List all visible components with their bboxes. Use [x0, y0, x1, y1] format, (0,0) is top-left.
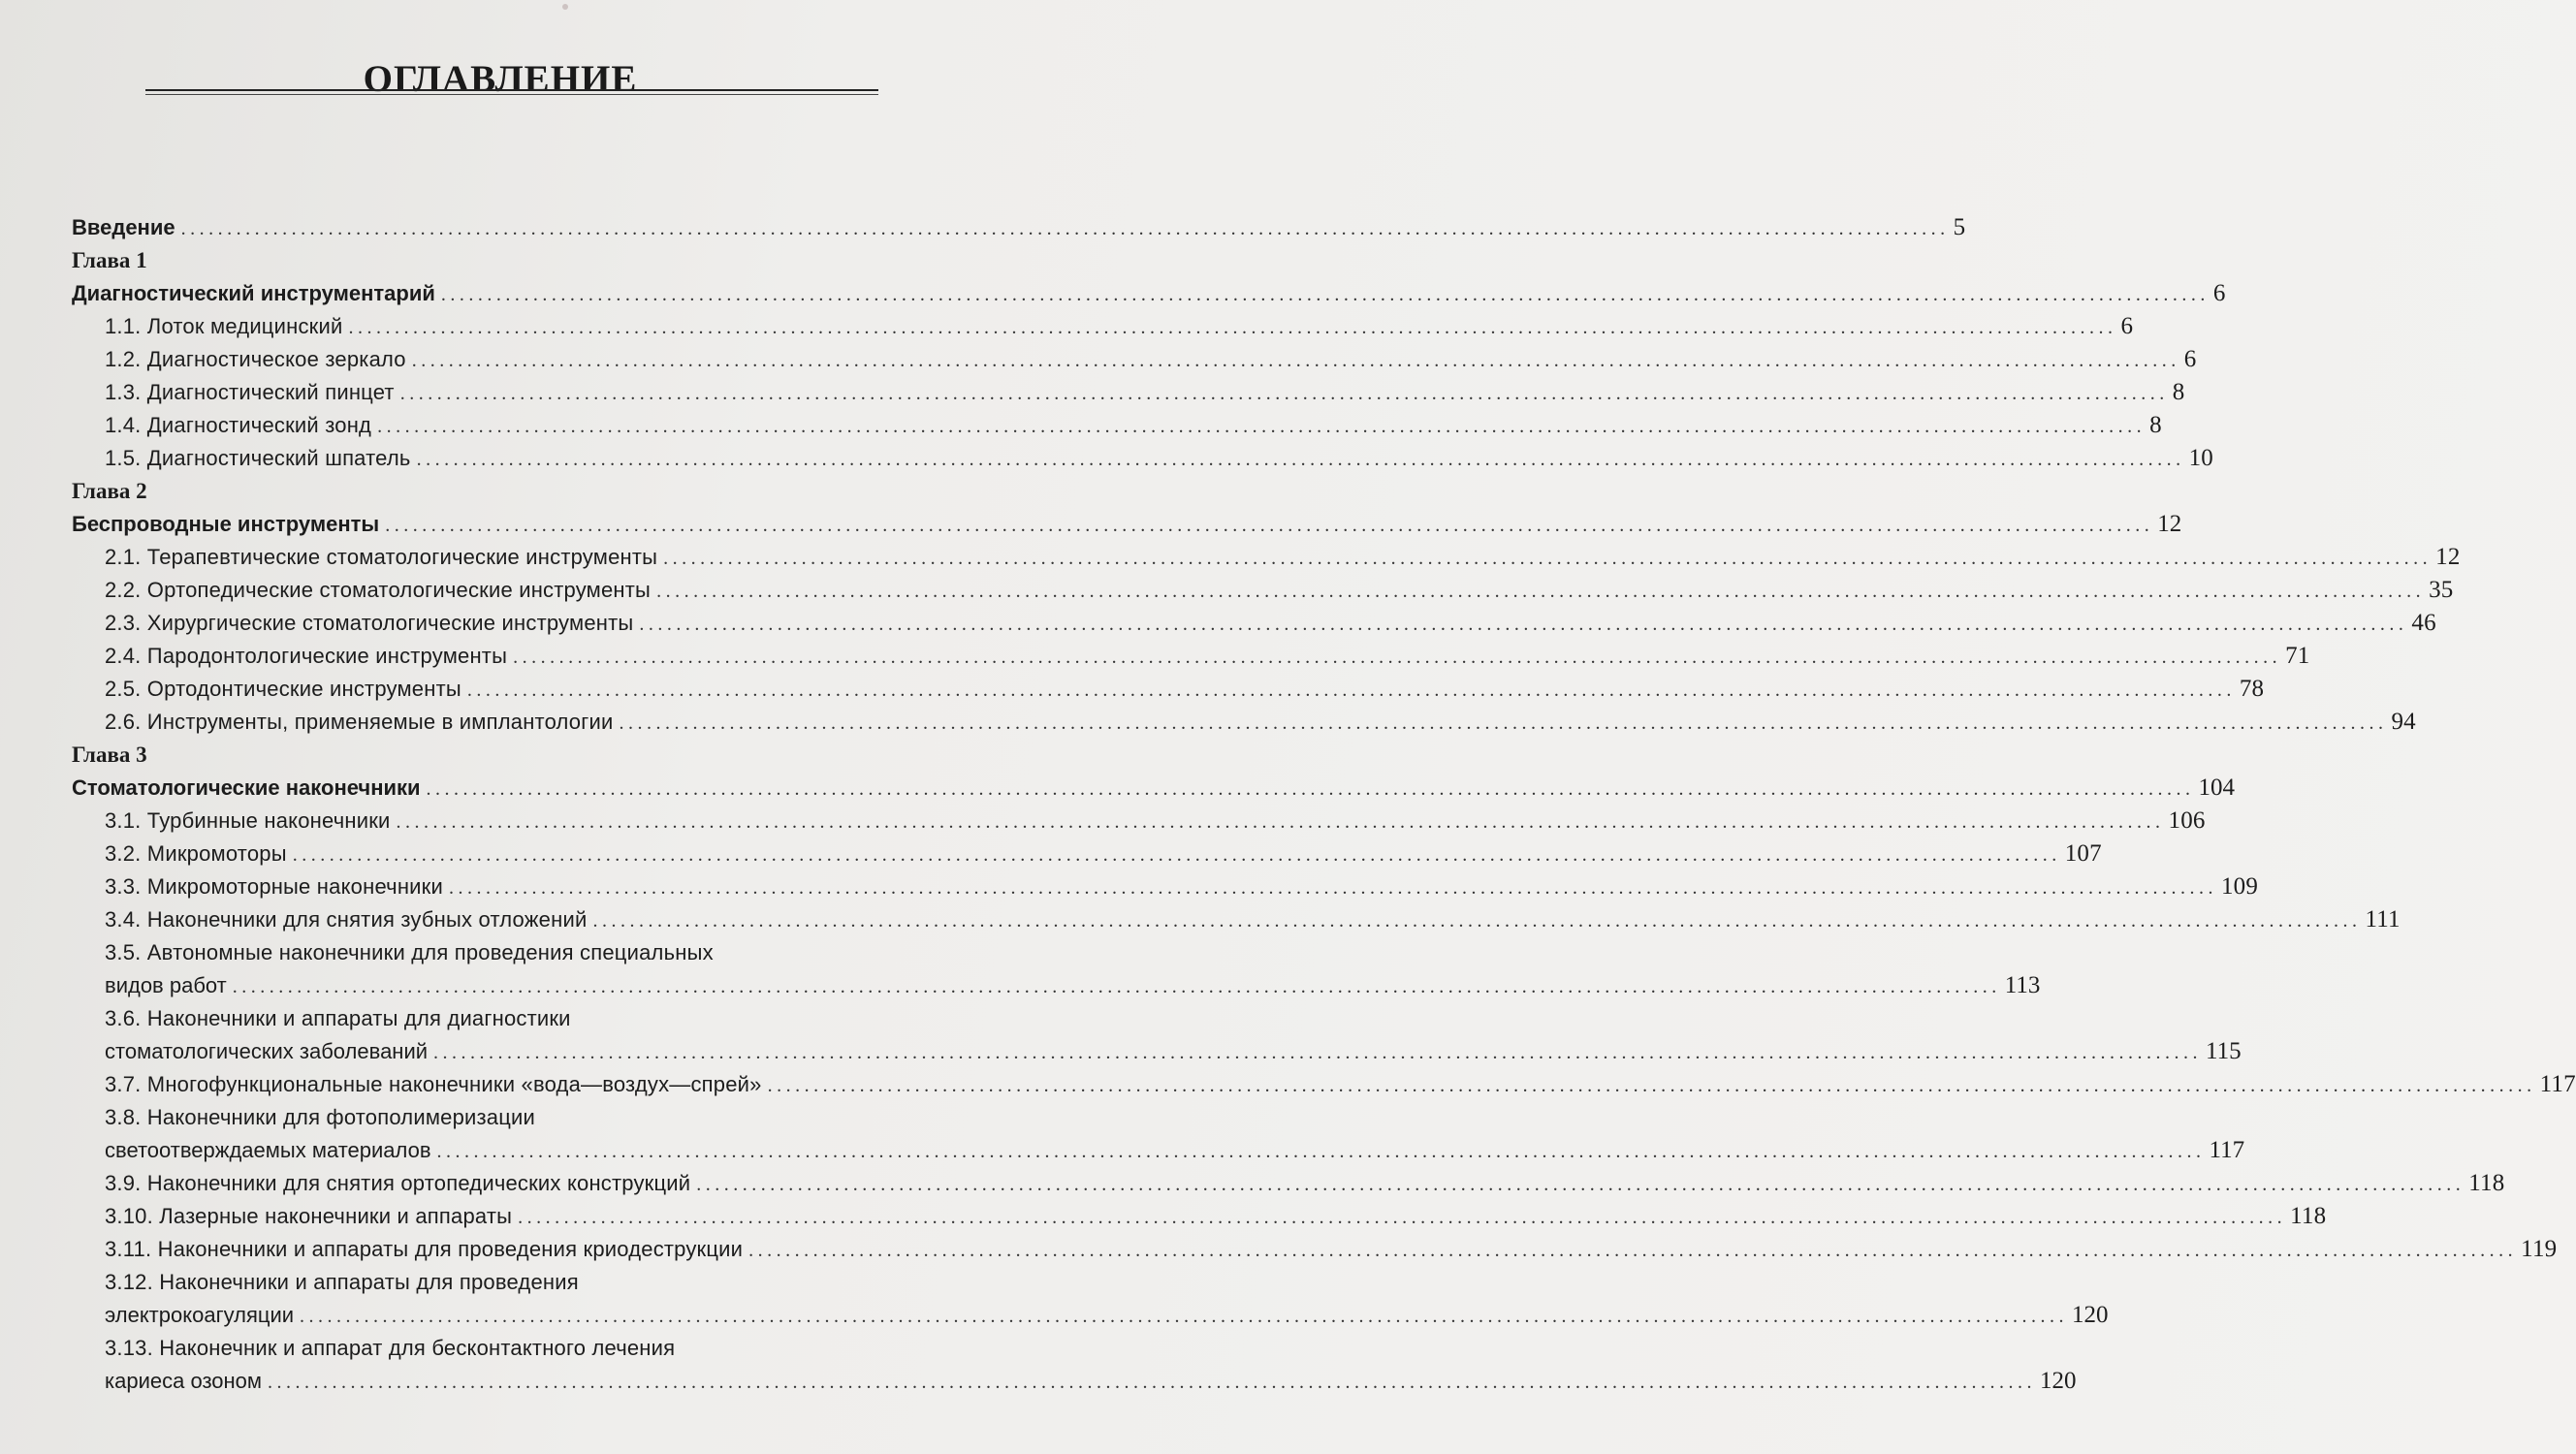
page-number: 120 [2072, 1302, 2109, 1328]
toc-entry [72, 870, 2259, 903]
page-number: 6 [2212, 280, 2226, 306]
toc-entry [72, 1002, 954, 1035]
dot-leader: ................................................................................................................................................................................................ [396, 811, 2165, 833]
page-number: 118 [2468, 1170, 2505, 1196]
dot-leader: ................................................................................................................................................................................................ [696, 1174, 2465, 1195]
dot-leader: ................................................................................................................................................................................................ [592, 910, 2362, 932]
entry-label: 3.5. Автономные наконечники для проведения специальных [105, 940, 714, 964]
dot-leader: ................................................................................................................................................................................................ [767, 1075, 2536, 1096]
entry-label: 2.5. Ортодонтические инструменты [105, 677, 461, 701]
entry-label: Диагностический инструментарий [72, 281, 435, 305]
toc-entry [72, 409, 2162, 442]
dot-leader: ................................................................................................................................................................................................ [268, 1372, 2037, 1393]
toc-entry [72, 673, 2265, 706]
page-title: ОГЛАВЛЕНИЕ [363, 58, 638, 101]
page-number: 107 [2064, 840, 2102, 867]
entry-label: Стоматологические наконечники [72, 775, 421, 800]
entry-label: 3.10. Лазерные наконечники и аппараты [105, 1204, 513, 1228]
entry-label: 3.8. Наконечники для фотополимеризации [105, 1105, 536, 1129]
page-number: 12 [2157, 511, 2182, 537]
toc-entry [72, 1035, 2242, 1068]
page-number: 115 [2206, 1038, 2242, 1064]
entry-label: кариеса озоном [105, 1369, 263, 1393]
page-number: 106 [2168, 807, 2206, 834]
page-number: 78 [2239, 676, 2265, 702]
dot-leader: ................................................................................................................................................................................................ [426, 778, 2195, 800]
entry-label: электрокоагуляции [105, 1303, 295, 1327]
page-number: 119 [2521, 1236, 2558, 1262]
dot-leader: ................................................................................................................................................................................................ [416, 449, 2185, 470]
toc-entry [72, 1167, 2505, 1200]
dot-leader: ................................................................................................................................................................................................ [448, 877, 2217, 899]
entry-label: 3.11. Наконечники и аппараты для проведения криодеструкции [105, 1237, 744, 1261]
table-of-contents [72, 211, 2576, 1398]
toc-entry [72, 1134, 2245, 1167]
page-number: 71 [2285, 643, 2310, 669]
entry-label: видов работ [105, 973, 227, 997]
dot-leader: ................................................................................................................................................................................................ [385, 515, 2154, 536]
dot-leader: ................................................................................................................................................................................................ [348, 317, 2117, 338]
toc-entry [72, 607, 2436, 640]
entry-label: 3.13. Наконечник и аппарат для бесконтактного лечения [105, 1336, 676, 1360]
toc-entry [72, 1101, 954, 1134]
page-number: 46 [2411, 610, 2436, 636]
toc-entry [72, 343, 2197, 376]
dot-leader: ................................................................................................................................................................................................ [300, 1306, 2069, 1327]
dot-leader: ................................................................................................................................................................................................ [433, 1042, 2203, 1063]
page-number: 94 [2391, 709, 2416, 735]
page-number: 35 [2429, 577, 2454, 603]
page-number: 109 [2220, 873, 2259, 900]
dot-leader: ................................................................................................................................................................................................ [377, 416, 2147, 437]
page-number: 10 [2188, 445, 2213, 471]
dot-leader: ................................................................................................................................................................................................ [399, 383, 2169, 404]
entry-label: 3.6. Наконечники и аппараты для диагностики [105, 1006, 571, 1030]
chapter-entry [72, 772, 2236, 805]
entry-label: Глава 2 [72, 479, 147, 503]
chapter-number [72, 739, 954, 772]
page-number: 6 [2183, 346, 2197, 372]
entry-label: 3.3. Микромоторные наконечники [105, 874, 443, 899]
entry-label: 2.2. Ортопедические стоматологические инструменты [105, 578, 652, 602]
toc-entry [72, 1266, 954, 1299]
dot-leader: ................................................................................................................................................................................................ [748, 1240, 2518, 1261]
chapter-entry [72, 211, 1966, 244]
entry-label: 3.7. Многофункциональные наконечники «вода—воздух—спрей» [105, 1072, 762, 1096]
title-underline-thin [145, 94, 878, 95]
entry-label: 3.12. Наконечники и аппараты для проведения [105, 1270, 579, 1294]
toc-entry [72, 1332, 954, 1365]
dot-leader: ................................................................................................................................................................................................ [513, 647, 2282, 668]
title-underline [145, 89, 878, 91]
entry-label: светоотверждаемых материалов [105, 1138, 431, 1162]
page-number: 120 [2040, 1368, 2077, 1394]
page-number: 5 [1953, 214, 1966, 240]
toc-entry [72, 574, 2454, 607]
dot-leader: ................................................................................................................................................................................................ [232, 976, 2001, 997]
toc-entry [72, 969, 2041, 1002]
toc-entry [72, 903, 2401, 936]
entry-label: 1.3. Диагностический пинцет [105, 380, 395, 404]
page-number: 118 [2290, 1203, 2327, 1229]
entry-label: 1.2. Диагностическое зеркало [105, 347, 406, 371]
toc-entry [72, 706, 2416, 739]
entry-label: 1.1. Лоток медицинский [105, 314, 343, 338]
toc-entry [72, 805, 2206, 838]
chapter-number [72, 475, 954, 508]
toc-entry [72, 1200, 2327, 1233]
toc-entry [72, 1299, 2109, 1332]
toc-entry [72, 936, 954, 969]
entry-label: 1.4. Диагностический зонд [105, 413, 372, 437]
dot-leader: ................................................................................................................................................................................................ [639, 614, 2408, 635]
entry-label: Глава 1 [72, 248, 147, 272]
entry-label: 2.4. Пародонтологические инструменты [105, 644, 508, 668]
page-number: 6 [2120, 313, 2134, 339]
entry-label: Беспроводные инструменты [72, 512, 380, 536]
entry-label: 3.1. Турбинные наконечники [105, 808, 391, 833]
chapter-number [72, 244, 954, 277]
toc-entry [72, 541, 2461, 574]
dot-leader: ................................................................................................................................................................................................ [292, 844, 2061, 866]
chapter-entry [72, 508, 2182, 541]
toc-entry [72, 310, 2134, 343]
entry-label: 2.6. Инструменты, применяемые в имплантологии [105, 710, 614, 734]
dot-leader: ................................................................................................................................................................................................ [619, 712, 2388, 734]
toc-entry [72, 1068, 2576, 1101]
dot-leader: ................................................................................................................................................................................................ [180, 218, 1950, 239]
page-number: 12 [2435, 544, 2461, 570]
dot-leader: ................................................................................................................................................................................................ [411, 350, 2180, 371]
dot-leader: ................................................................................................................................................................................................ [436, 1141, 2206, 1162]
entry-label: Глава 3 [72, 743, 147, 767]
toc-entry [72, 1233, 2558, 1266]
page-number: 111 [2365, 906, 2401, 932]
entry-label: 2.1. Терапевтические стоматологические инструменты [105, 545, 658, 569]
dot-leader: ................................................................................................................................................................................................ [466, 680, 2236, 701]
entry-label: 3.2. Микромоторы [105, 841, 287, 866]
dot-leader: ................................................................................................................................................................................................ [663, 548, 2433, 569]
dot-leader: ................................................................................................................................................................................................ [440, 284, 2210, 305]
entry-label: 3.4. Наконечники для снятия зубных отложений [105, 907, 588, 932]
page-number: 117 [2539, 1071, 2576, 1097]
toc-entry [72, 442, 2213, 475]
toc-entry [72, 1365, 2077, 1398]
page-number: 104 [2198, 774, 2236, 801]
entry-label: 2.3. Хирургические стоматологические инструменты [105, 611, 634, 635]
entry-label: стоматологических заболеваний [105, 1039, 429, 1063]
dot-leader: ................................................................................................................................................................................................ [518, 1207, 2287, 1228]
page-number: 8 [2172, 379, 2185, 405]
dot-leader: ................................................................................................................................................................................................ [656, 581, 2426, 602]
entry-label: 1.5. Диагностический шпатель [105, 446, 411, 470]
toc-entry [72, 376, 2185, 409]
page-number: 113 [2004, 972, 2041, 998]
page-number: 117 [2209, 1137, 2245, 1163]
entry-label: Введение [72, 215, 175, 239]
chapter-entry [72, 277, 2226, 310]
page-number: 8 [2149, 412, 2162, 438]
entry-label: 3.9. Наконечники для снятия ортопедических конструкций [105, 1171, 691, 1195]
toc-entry [72, 838, 2102, 870]
paper-smudge [562, 4, 568, 10]
toc-entry [72, 640, 2310, 673]
